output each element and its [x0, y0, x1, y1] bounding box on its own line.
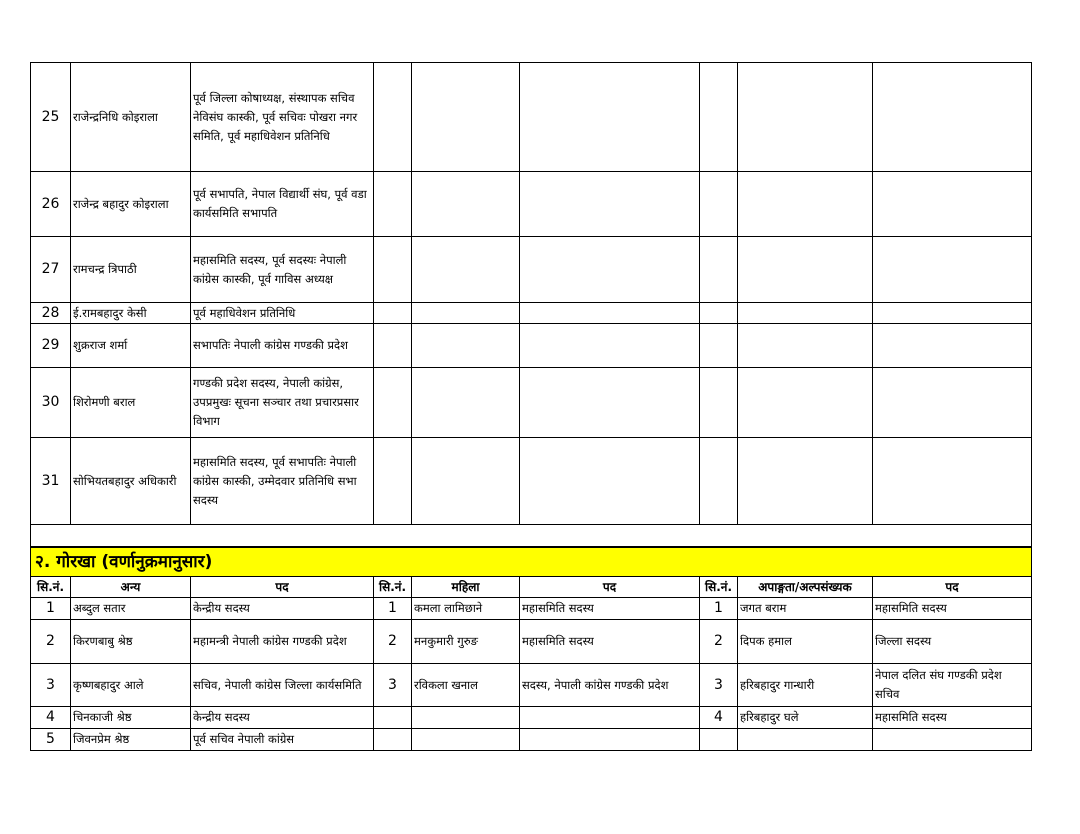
member-name: अब्दुल सतार — [71, 598, 191, 620]
member-post: महासमिति सदस्य — [873, 707, 1032, 729]
member-post: गण्डकी प्रदेश सदस्य, नेपाली कांग्रेस, उपप्रमुखः सूचना सञ्चार तथा प्रचारप्रसार विभाग — [191, 368, 374, 438]
serial-number: 25 — [31, 63, 71, 172]
serial-number: 1 — [700, 598, 738, 620]
member-post: पूर्व महाधिवेशन प्रतिनिधि — [191, 303, 374, 324]
member-post: महामन्त्री नेपाली कांग्रेस गण्डकी प्रदेश — [191, 620, 374, 664]
member-post: जिल्ला सदस्य — [873, 620, 1032, 664]
serial-number — [374, 707, 412, 729]
member-name: सोभियतबहादुर अधिकारी — [71, 438, 191, 525]
serial-number: 3 — [31, 664, 71, 707]
member-post: सचिव, नेपाली कांग्रेस जिल्ला कार्यसमिति — [191, 664, 374, 707]
member-name: कृष्णबहादुर आले — [71, 664, 191, 707]
serial-number: 3 — [374, 664, 412, 707]
serial-number: 4 — [700, 707, 738, 729]
serial-number: 30 — [31, 368, 71, 438]
member-name: हरिबहादुर घले — [738, 707, 873, 729]
serial-number: 28 — [31, 303, 71, 324]
header-sn: सि.नं. — [31, 577, 71, 598]
member-name: रविकला खनाल — [412, 664, 520, 707]
member-name: कमला लामिछाने — [412, 598, 520, 620]
member-post: महासमिति सदस्य, पूर्व सभापतिः नेपाली कांग्रेस कास्की, उम्मेदवार प्रतिनिधि सभा सदस्य — [191, 438, 374, 525]
serial-number: 26 — [31, 172, 71, 237]
member-post — [520, 729, 700, 751]
table-row — [31, 729, 1032, 751]
table-row — [31, 598, 1032, 620]
table-row — [31, 324, 1032, 368]
member-name: राजेन्द्रनिधि कोइराला — [71, 63, 191, 172]
member-name: हरिबहादुर गान्धारी — [738, 664, 873, 707]
member-name: चिनकाजी श्रेष्ठ — [71, 707, 191, 729]
header-sn: सि.नं. — [700, 577, 738, 598]
table-row — [31, 620, 1032, 664]
table-row — [31, 707, 1032, 729]
member-name — [412, 729, 520, 751]
member-post: महासमिति सदस्य, पूर्व सदस्यः नेपाली कांग्रेस कास्की, पूर्व गाविस अध्यक्ष — [191, 237, 374, 303]
header-post: पद — [520, 577, 700, 598]
member-name — [738, 729, 873, 751]
table-row — [31, 664, 1032, 707]
member-name — [412, 707, 520, 729]
member-name: रामचन्द्र त्रिपाठी — [71, 237, 191, 303]
member-post — [873, 729, 1032, 751]
member-name: ई.रामबहादुर केसी — [71, 303, 191, 324]
table-row — [31, 237, 1032, 303]
member-name: किरणबाबु श्रेष्ठ — [71, 620, 191, 664]
header-post: पद — [873, 577, 1032, 598]
header-other: अन्य — [71, 577, 191, 598]
member-post: पूर्व सभापति, नेपाल विद्यार्थी संघ, पूर्व वडा कार्यसमिति सभापति — [191, 172, 374, 237]
table-row — [31, 368, 1032, 438]
member-post: केन्द्रीय सदस्य — [191, 707, 374, 729]
member-post: पूर्व सचिव नेपाली कांग्रेस — [191, 729, 374, 751]
header-women: महिला — [412, 577, 520, 598]
serial-number — [700, 729, 738, 751]
table-row — [31, 438, 1032, 525]
header-sn: सि.नं. — [374, 577, 412, 598]
member-name: शुक्रराज शर्मा — [71, 324, 191, 368]
serial-number: 5 — [31, 729, 71, 751]
blank-row — [31, 525, 1032, 548]
member-post: सभापतिः नेपाली कांग्रेस गण्डकी प्रदेश — [191, 324, 374, 368]
member-post: नेपाल दलित संघ गण्डकी प्रदेश सचिव — [873, 664, 1032, 707]
member-post: सदस्य, नेपाली कांग्रेस गण्डकी प्रदेश — [520, 664, 700, 707]
serial-number: 31 — [31, 438, 71, 525]
member-post: केन्द्रीय सदस्य — [191, 598, 374, 620]
member-list-table — [30, 62, 1032, 751]
table-row — [31, 303, 1032, 324]
header-minority: अपाङ्गता/अल्पसंख्यक — [738, 577, 873, 598]
serial-number: 2 — [31, 620, 71, 664]
member-name: जिवनप्रेम श्रेष्ठ — [71, 729, 191, 751]
member-post: महासमिति सदस्य — [873, 598, 1032, 620]
serial-number: 2 — [374, 620, 412, 664]
serial-number — [374, 729, 412, 751]
serial-number: 1 — [31, 598, 71, 620]
serial-number: 4 — [31, 707, 71, 729]
member-post: पूर्व जिल्ला कोषाध्यक्ष, संस्थापक सचिव नेविसंघ कास्की, पूर्व सचिवः पोखरा नगर समिति, पूर्व महाधिवेशन प्रतिनिधि — [191, 63, 374, 172]
member-post — [520, 707, 700, 729]
section-title: २. गोरखा (वर्णानुक्रमानुसार) — [31, 547, 1032, 577]
member-post: महासमिति सदस्य — [520, 598, 700, 620]
table-row — [31, 63, 1032, 172]
serial-number: 3 — [700, 664, 738, 707]
header-post: पद — [191, 577, 374, 598]
column-header-row — [31, 577, 1032, 598]
member-name: दिपक हमाल — [738, 620, 873, 664]
serial-number: 29 — [31, 324, 71, 368]
section-header — [31, 547, 1032, 577]
serial-number: 2 — [700, 620, 738, 664]
member-name: शिरोमणी बराल — [71, 368, 191, 438]
member-name: जगत बराम — [738, 598, 873, 620]
member-name: मनकुमारी गुरुङ — [412, 620, 520, 664]
table-row — [31, 172, 1032, 237]
serial-number: 1 — [374, 598, 412, 620]
serial-number: 27 — [31, 237, 71, 303]
member-name: राजेन्द्र बहादुर कोइराला — [71, 172, 191, 237]
member-post: महासमिति सदस्य — [520, 620, 700, 664]
